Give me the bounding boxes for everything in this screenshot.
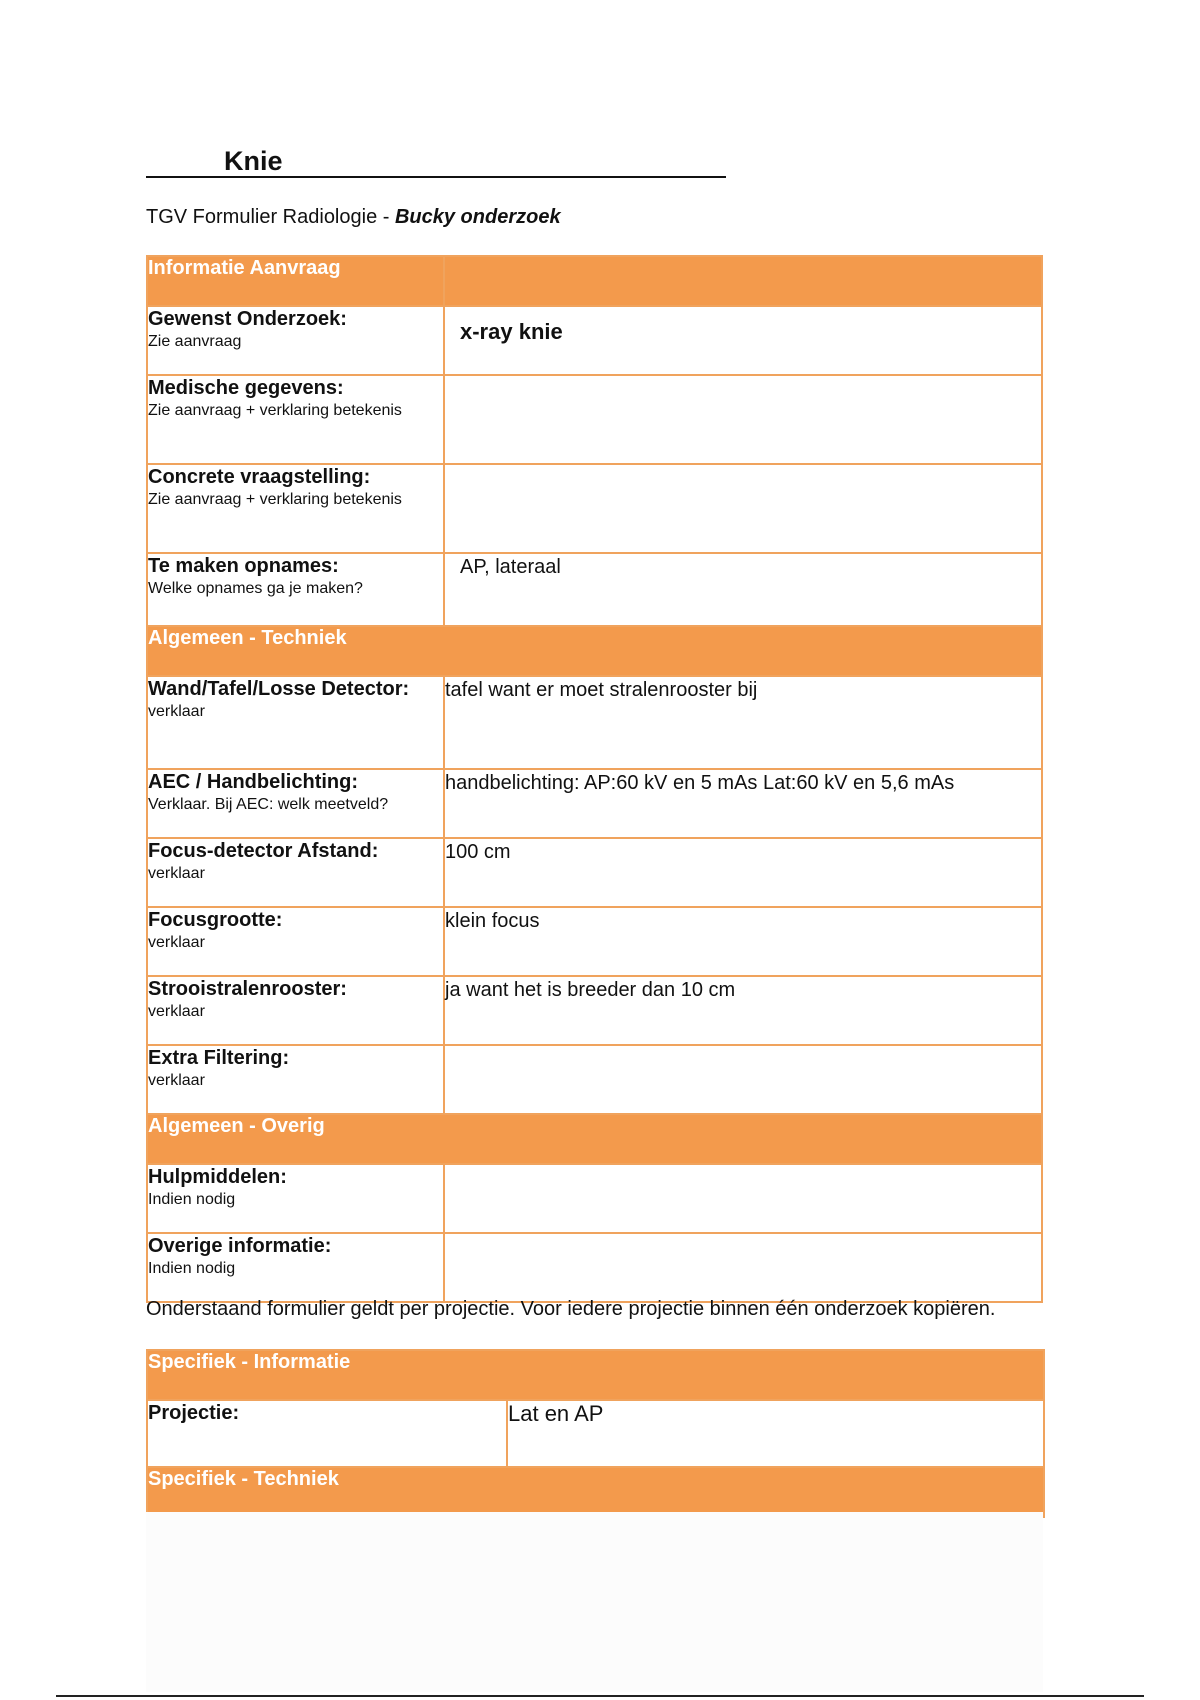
field-label-cell	[147, 1233, 444, 1302]
form-row	[147, 676, 1042, 769]
field-label: AEC / Handbelichting:	[148, 771, 358, 793]
field-label-cell	[147, 464, 444, 553]
section-header-specific-technique	[147, 1467, 1044, 1517]
field-value-rooster[interactable]: ja want het is breeder dan 10 cm	[444, 976, 1042, 1045]
general-form-table	[146, 255, 1043, 1303]
section-header-other	[147, 1114, 1042, 1164]
field-hint: Zie aanvraag + verklaring betekenis	[148, 491, 402, 508]
title-underline	[146, 146, 726, 178]
field-label: Te maken opnames:	[148, 555, 339, 577]
field-value-gewenst-onderzoek[interactable]: x-ray knie	[444, 306, 1042, 375]
field-value-medische-gegevens[interactable]	[444, 375, 1042, 464]
field-label: Focus-detector Afstand:	[148, 840, 379, 862]
field-label: Wand/Tafel/Losse Detector:	[148, 678, 410, 700]
field-label-cell	[147, 907, 444, 976]
form-row	[147, 976, 1042, 1045]
section-header-label: Specifiek - Informatie	[147, 1350, 1044, 1400]
field-label-cell	[147, 553, 444, 626]
section-header-label: Algemeen - Overig	[147, 1114, 1042, 1164]
field-label-cell	[147, 306, 444, 375]
section-header-label: Algemeen - Techniek	[147, 626, 1042, 676]
page-continuation-area	[146, 1512, 1043, 1692]
field-hint: verklaar	[148, 865, 205, 882]
field-label: Concrete vraagstelling:	[148, 466, 371, 488]
field-label: Overige informatie:	[148, 1235, 332, 1257]
field-label-cell	[147, 976, 444, 1045]
form-row	[147, 907, 1042, 976]
page-bottom-rule	[56, 1695, 1144, 1697]
section-header-label: Informatie Aanvraag	[147, 256, 444, 306]
form-row	[147, 1164, 1042, 1233]
field-value-afstand[interactable]: 100 cm	[444, 838, 1042, 907]
field-label: Focusgrootte:	[148, 909, 283, 931]
projection-note: Onderstaand formulier geldt per projectie. Voor iedere projectie binnen één onderzoek kopiëren.	[146, 1298, 996, 1320]
field-value-detector[interactable]: tafel want er moet stralenrooster bij	[444, 676, 1042, 769]
field-hint: verklaar	[148, 1003, 205, 1020]
specific-form-table	[146, 1349, 1045, 1518]
subtitle-emphasis: Bucky onderzoek	[394, 206, 561, 228]
form-row	[147, 838, 1042, 907]
field-value-projectie[interactable]: Lat en AP	[507, 1400, 1044, 1467]
section-header-technique	[147, 626, 1042, 676]
field-hint: Welke opnames ga je maken?	[148, 580, 363, 597]
form-row	[147, 1233, 1042, 1302]
form-row	[147, 769, 1042, 838]
field-label-cell	[147, 1045, 444, 1114]
page-title: Knie	[224, 146, 283, 176]
field-value-hulpmiddelen[interactable]	[444, 1164, 1042, 1233]
section-header-label: Specifiek - Techniek	[147, 1467, 1044, 1517]
field-hint: Verklaar. Bij AEC: welk meetveld?	[148, 796, 389, 813]
field-label-cell	[147, 676, 444, 769]
field-value-vraagstelling[interactable]	[444, 464, 1042, 553]
field-label: Extra Filtering:	[148, 1047, 290, 1069]
field-hint: verklaar	[148, 703, 205, 720]
section-header-empty	[444, 256, 1042, 306]
field-label: Projectie:	[148, 1402, 240, 1424]
field-hint: verklaar	[148, 1072, 205, 1089]
field-value-filtering[interactable]	[444, 1045, 1042, 1114]
form-row	[147, 375, 1042, 464]
form-subtitle	[146, 204, 561, 230]
field-value-focusgrootte[interactable]: klein focus	[444, 907, 1042, 976]
section-header-specific-info	[147, 1350, 1044, 1400]
field-label: Hulpmiddelen:	[148, 1166, 287, 1188]
field-label-cell	[147, 1164, 444, 1233]
field-label: Medische gegevens:	[148, 377, 344, 399]
field-hint: Zie aanvraag	[148, 333, 242, 350]
field-label: Strooistralenrooster:	[148, 978, 347, 1000]
field-hint: Indien nodig	[148, 1191, 236, 1208]
form-row	[147, 1045, 1042, 1114]
field-hint: Zie aanvraag + verklaring betekenis	[148, 402, 402, 419]
field-label-cell	[147, 1400, 507, 1467]
form-row	[147, 553, 1042, 626]
section-header-info	[147, 256, 1042, 306]
form-row	[147, 464, 1042, 553]
form-row	[147, 306, 1042, 375]
field-value-opnames[interactable]: AP, lateraal	[444, 553, 1042, 626]
field-label-cell	[147, 375, 444, 464]
form-row	[147, 1400, 1044, 1467]
field-hint: verklaar	[148, 934, 205, 951]
subtitle-prefix: TGV Formulier Radiologie -	[146, 206, 395, 228]
field-value-belichting[interactable]: handbelichting: AP:60 kV en 5 mAs Lat:60 kV en 5,6 mAs	[444, 769, 1042, 838]
field-label-cell	[147, 769, 444, 838]
field-hint: Indien nodig	[148, 1260, 236, 1277]
field-label: Gewenst Onderzoek:	[148, 308, 347, 330]
field-label-cell	[147, 838, 444, 907]
field-value-overige-informatie[interactable]	[444, 1233, 1042, 1302]
